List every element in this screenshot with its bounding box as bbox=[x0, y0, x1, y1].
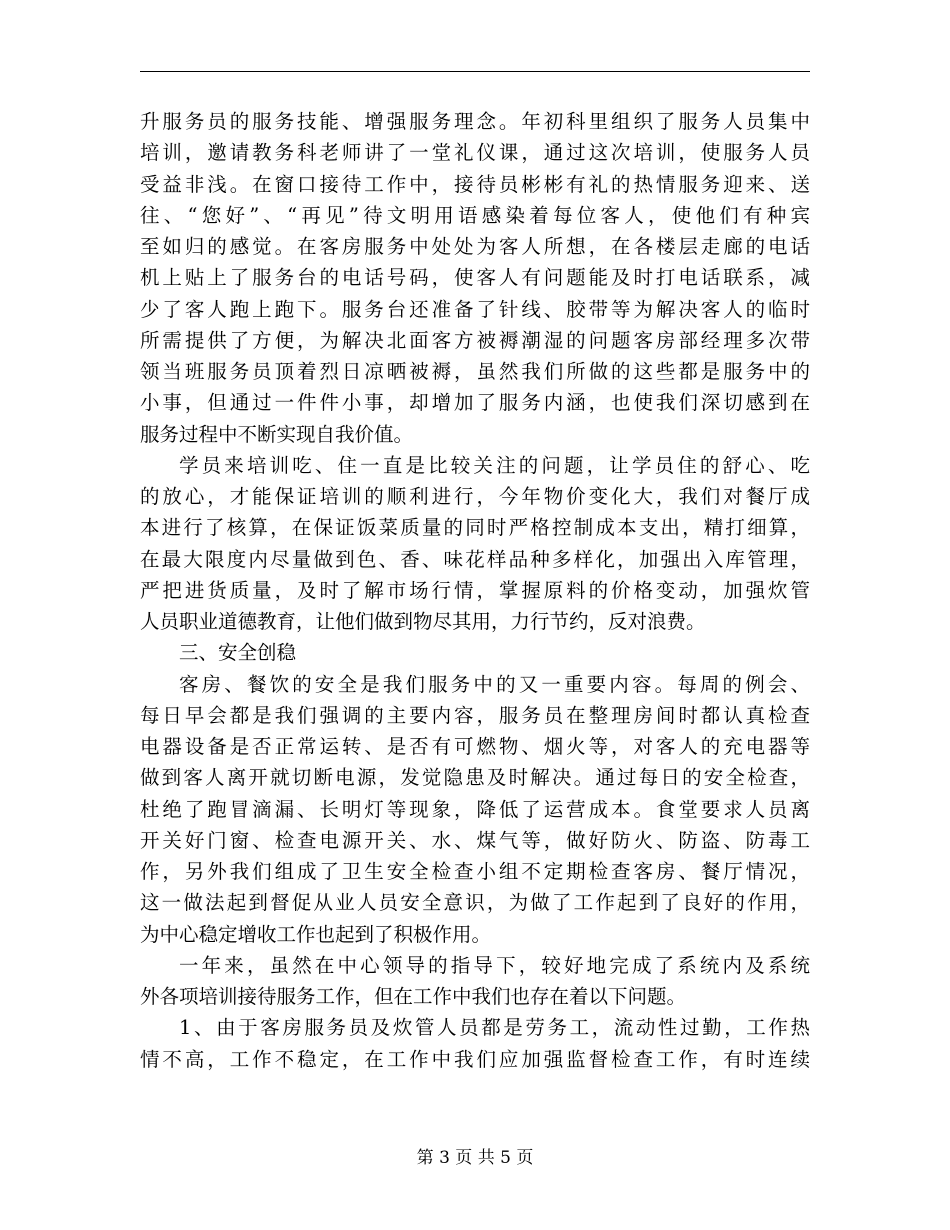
header-rule bbox=[140, 71, 810, 72]
text-line: 1、由于客房服务员及炊管人员都是劳务工，流动性过勤，工作热 bbox=[179, 1016, 810, 1040]
text-line: 所需提供了方便，为解决北面客方被褥潮湿的问题客房部经理多次带 bbox=[140, 328, 810, 352]
text-line: 小事，但通过一件件小事，却增加了服务内涵，也使我们深切感到在 bbox=[140, 391, 810, 415]
text-line: 杜绝了跑冒滴漏、长明灯等现象，降低了运营成本。食堂要求人员离 bbox=[140, 797, 810, 821]
page-footer: 第 3 页 共 5 页 bbox=[416, 1148, 534, 1168]
text-line: 这一做法起到督促从业人员安全意识，为做了工作起到了良好的作用， bbox=[140, 891, 810, 915]
text-line: 培训，邀请教务科老师讲了一堂礼仪课，通过这次培训，使服务人员 bbox=[140, 141, 810, 165]
text-line: 严把进货质量，及时了解市场行情，掌握原料的价格变动，加强炊管 bbox=[140, 578, 810, 602]
text-line: 本进行了核算，在保证饭菜质量的同时严格控制成本支出，精打细算， bbox=[140, 516, 810, 540]
text-line: 升服务员的服务技能、增强服务理念。年初科里组织了服务人员集中 bbox=[140, 110, 810, 133]
text-line: 电器设备是否正常运转、是否有可燃物、烟火等，对客人的充电器等 bbox=[140, 735, 810, 758]
text-line: 的放心，才能保证培训的顺利进行，今年物价变化大，我们对餐厅成 bbox=[140, 485, 810, 508]
text-line: 在最大限度内尽量做到色、香、味花样品种多样化，加强出入库管理， bbox=[140, 547, 810, 571]
text-line: 每日早会都是我们强调的主要内容，服务员在整理房间时都认真检查 bbox=[140, 703, 810, 727]
text-line: 一年来，虽然在中心领导的指导下，较好地完成了系统内及系统 bbox=[179, 953, 810, 977]
text-line: 学员来培训吃、住一直是比较关注的问题，让学员住的舒心、吃 bbox=[179, 453, 810, 477]
text-line: 作，另外我们组成了卫生安全检查小组不定期检查客房、餐厅情况， bbox=[140, 860, 810, 883]
text-line: 至如归的感觉。在客房服务中处处为客人所想，在各楼层走廊的电话 bbox=[140, 235, 810, 258]
text-line: 人员职业道德教育，让他们做到物尽其用，力行节约，反对浪费。 bbox=[140, 610, 706, 633]
text-line: 客房、餐饮的安全是我们服务中的又一重要内容。每周的例会、 bbox=[179, 672, 810, 696]
text-line: 往、“您好”、“再见”待文明用语感染着每位客人，使他们有种宾 bbox=[140, 203, 810, 227]
text-line: 受益非浅。在窗口接待工作中，接待员彬彬有礼的热情服务迎来、送 bbox=[140, 172, 810, 196]
text-line: 服务过程中不断实现自我价值。 bbox=[140, 422, 414, 446]
body-text bbox=[140, 106, 810, 1075]
text-line: 做到客人离开就切断电源，发觉隐患及时解决。通过每日的安全检查， bbox=[140, 766, 810, 790]
text-line: 三、安全创稳 bbox=[179, 641, 297, 665]
text-line: 开关好门窗、检查电源开关、水、煤气等，做好防火、防盗、防毒工 bbox=[140, 828, 810, 852]
text-line: 机上贴上了服务台的电话号码，使客人有问题能及时打电话联系，减 bbox=[140, 266, 810, 290]
text-line: 领当班服务员顶着烈日凉晒被褥，虽然我们所做的这些都是服务中的 bbox=[140, 360, 810, 383]
text-line: 为中心稳定增收工作也起到了积极作用。 bbox=[140, 922, 492, 946]
text-line: 外各项培训接待服务工作，但在工作中我们也存在着以下问题。 bbox=[140, 985, 687, 1008]
text-line: 情不高，工作不稳定，在工作中我们应加强监督检查工作，有时连续 bbox=[140, 1047, 810, 1071]
text-line: 少了客人跑上跑下。服务台还准备了针线、胶带等为解决客人的临时 bbox=[140, 297, 810, 321]
